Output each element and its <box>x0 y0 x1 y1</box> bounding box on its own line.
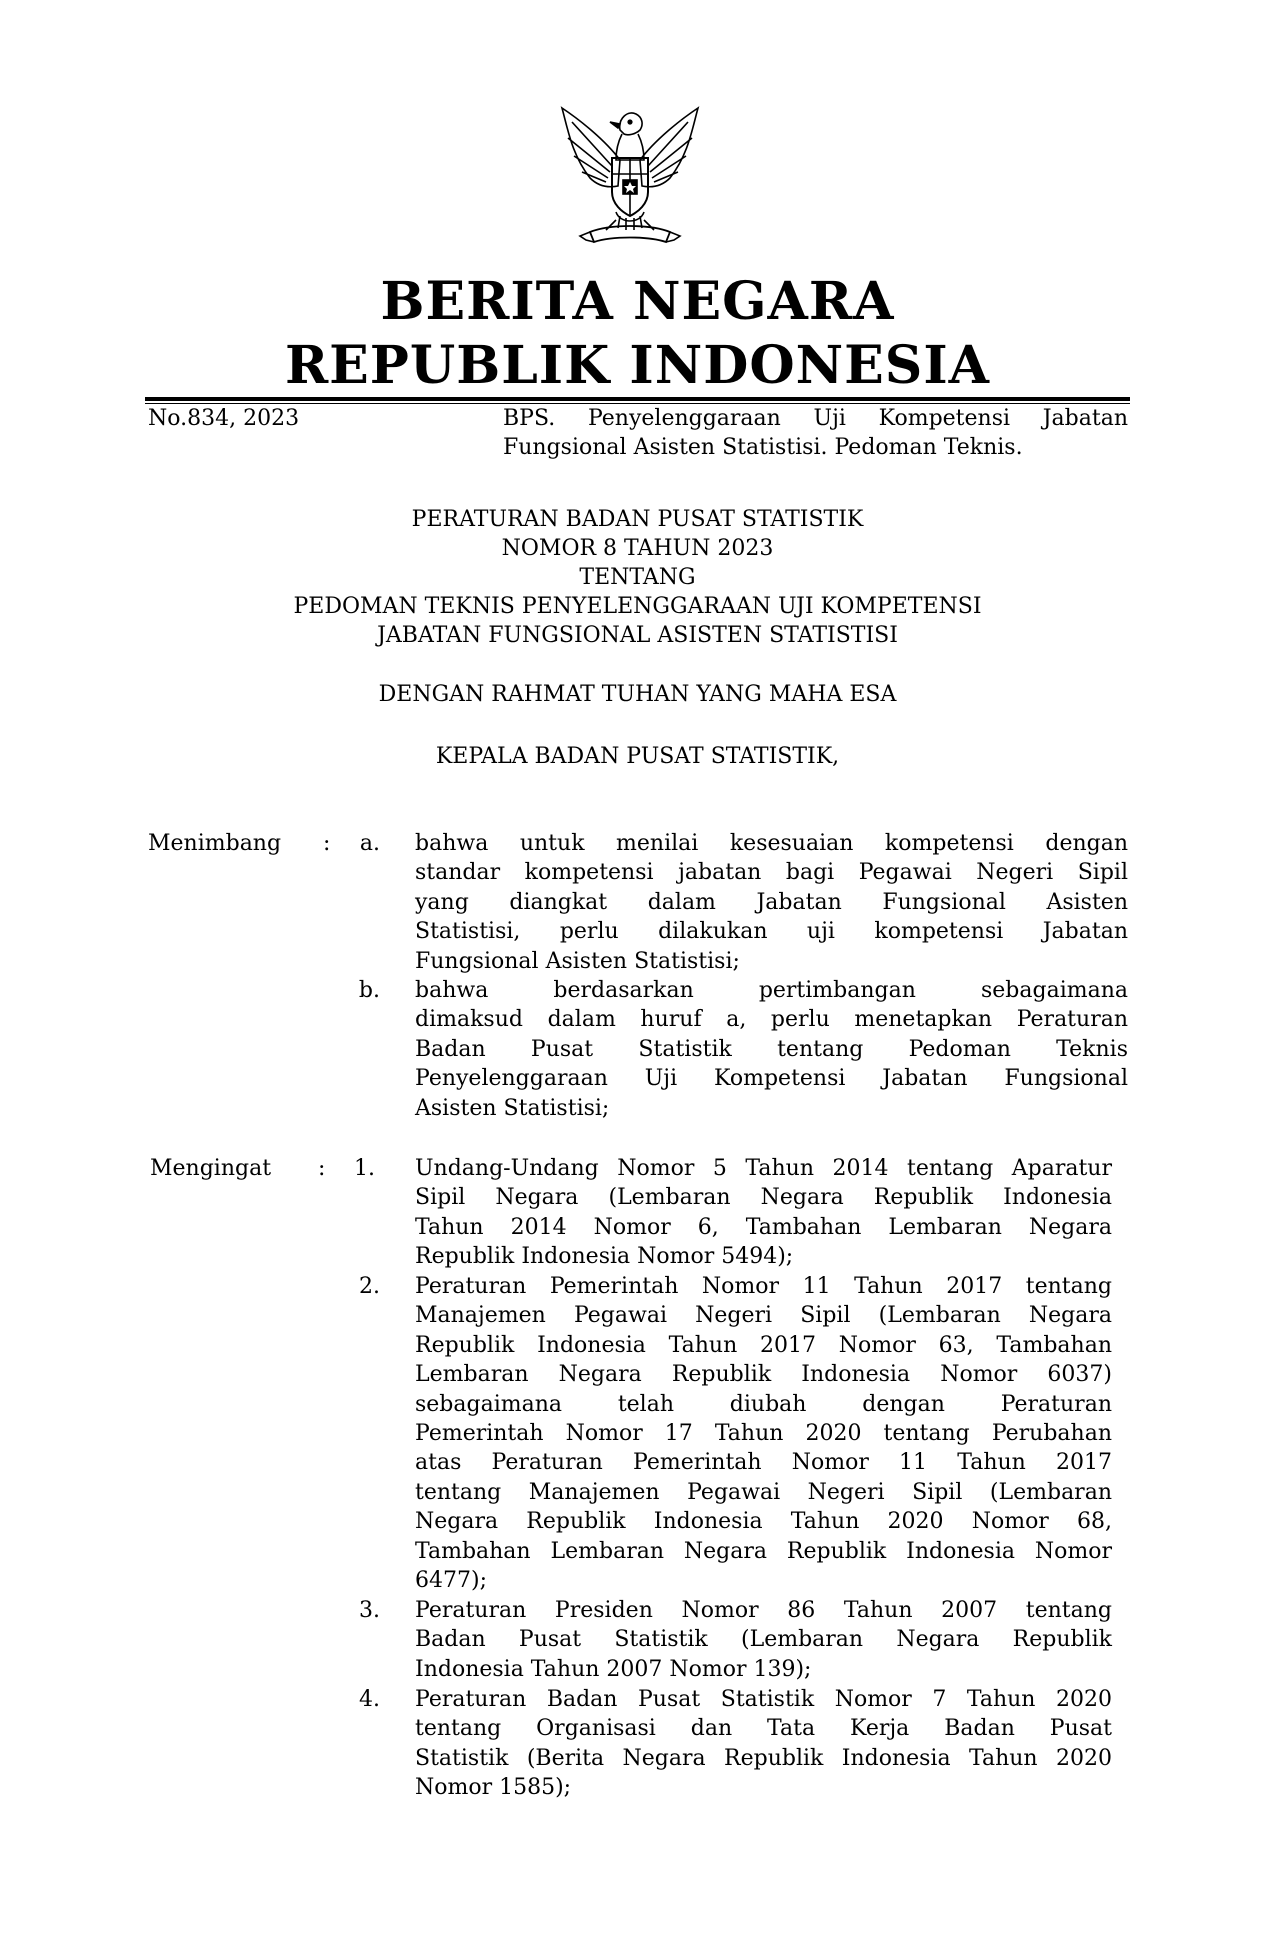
item-line: Republik Indonesia Tahun 2017 Nomor 63, Tambahan <box>415 1332 1112 1358</box>
mengingat-item-marker: 2. <box>359 1274 380 1299</box>
garuda-emblem <box>550 100 710 250</box>
gazette-number: No.834, 2023 <box>148 406 300 431</box>
regulation-tentang-line: TENTANG <box>579 565 696 590</box>
item-line: Penyelenggaraan Uji Kompetensi Jabatan Fungsional <box>415 1066 1128 1092</box>
item-line: tentang Organisasi dan Tata Kerja Badan Pusat <box>415 1716 1112 1742</box>
item-line: Negara Republik Indonesia Tahun 2020 Nomor 68, <box>415 1509 1112 1535</box>
item-line: Badan Pusat Statistik (Lembaran Negara Republik <box>415 1627 1112 1653</box>
regulation-subject-line: PEDOMAN TEKNIS PENYELENGGARAAN UJI KOMPETENSI <box>293 594 982 619</box>
mengingat-item <box>415 1685 1112 1803</box>
item-line: Pemerintah Nomor 17 Tahun 2020 tentang Perubahan <box>415 1421 1112 1447</box>
item-line: Tahun 2014 Nomor 6, Tambahan Lembaran Negara <box>415 1214 1112 1240</box>
item-line: Statistik (Berita Negara Republik Indonesia Tahun 2020 <box>415 1745 1112 1771</box>
item-line: Undang-Undang Nomor 5 Tahun 2014 tentang Aparatur <box>415 1156 1112 1181</box>
item-line: yang diangkat dalam Jabatan Fungsional Asisten <box>415 889 1128 915</box>
item-line: Sipil Negara (Lembaran Negara Republik Indonesia <box>415 1185 1112 1211</box>
mengingat-item <box>415 1596 1112 1684</box>
item-line: Statistisi, perlu dilakukan uji kompetensi Jabatan <box>415 919 1128 945</box>
item-line: Indonesia Tahun 2007 Nomor 139); <box>415 1656 812 1682</box>
item-line: bahwa untuk menilai kesesuaian kompetensi dengan <box>415 831 1128 856</box>
item-line: Peraturan Badan Pusat Statistik Nomor 7 Tahun 2020 <box>415 1687 1112 1712</box>
item-line: atas Peraturan Pemerintah Nomor 11 Tahun 2017 <box>415 1450 1112 1476</box>
item-line: Fungsional Asisten Statistisi; <box>415 948 740 974</box>
menimbang-colon: : <box>323 831 331 856</box>
item-line: standar kompetensi jabatan bagi Pegawai Negeri Sipil <box>415 860 1128 886</box>
menimbang-item-marker: a. <box>359 831 380 856</box>
item-line: tentang Manajemen Pegawai Negeri Sipil (Lembaran <box>415 1479 1112 1505</box>
item-line: 6477); <box>415 1568 487 1594</box>
item-line: Republik Indonesia Nomor 5494); <box>415 1244 794 1270</box>
item-line: dimaksud dalam huruf a, perlu menetapkan Peraturan <box>415 1007 1128 1033</box>
item-line: Manajemen Pegawai Negeri Sipil (Lembaran Negara <box>415 1303 1112 1329</box>
item-line: Nomor 1585); <box>415 1775 572 1801</box>
mengingat-item-marker: 1. <box>354 1156 375 1181</box>
menimbang-label: Menimbang <box>148 831 282 856</box>
mengingat-item-marker: 3. <box>359 1598 380 1623</box>
masthead-rule-thick <box>145 397 1130 401</box>
item-line: Peraturan Pemerintah Nomor 11 Tahun 2017 tentang <box>415 1274 1112 1299</box>
menimbang-item <box>415 829 1128 976</box>
gazette-description-line: BPS. Penyelenggaraan Uji Kompetensi Jabatan <box>503 406 1128 431</box>
menimbang-item <box>415 976 1128 1123</box>
masthead-title-line2: REPUBLIK INDONESIA <box>284 335 991 396</box>
gazette-description <box>503 404 1128 462</box>
invocation: DENGAN RAHMAT TUHAN YANG MAHA ESA <box>378 682 897 707</box>
item-line: Tambahan Lembaran Negara Republik Indonesia Nomor <box>415 1538 1112 1564</box>
regulation-title-line: PERATURAN BADAN PUSAT STATISTIK <box>411 507 864 532</box>
mengingat-item-marker: 4. <box>359 1687 380 1712</box>
item-line: Asisten Statistisi; <box>415 1095 610 1121</box>
masthead-title-line1: BERITA NEGARA <box>380 271 895 332</box>
regulation-subject-line: JABATAN FUNGSIONAL ASISTEN STATISTISI <box>377 623 898 648</box>
regulation-title-block <box>0 505 1275 650</box>
item-line: sebagaimana telah diubah dengan Peraturan <box>415 1391 1112 1417</box>
item-line: Badan Pusat Statistik tentang Pedoman Teknis <box>415 1036 1128 1062</box>
mengingat-item <box>415 1154 1112 1272</box>
gazette-description-line: Fungsional Asisten Statistisi. Pedoman Teknis. <box>503 435 1023 460</box>
menimbang-item-marker: b. <box>358 978 380 1003</box>
item-line: Peraturan Presiden Nomor 86 Tahun 2007 tentang <box>415 1598 1112 1623</box>
item-line: bahwa berdasarkan pertimbangan sebagaimana <box>415 978 1128 1003</box>
mengingat-item <box>415 1272 1112 1595</box>
mengingat-colon: : <box>318 1156 326 1181</box>
item-line: Lembaran Negara Republik Indonesia Nomor 6037) <box>415 1362 1112 1388</box>
mengingat-label: Mengingat <box>150 1156 272 1181</box>
issuer-heading: KEPALA BADAN PUSAT STATISTIK, <box>435 744 840 769</box>
regulation-number-line: NOMOR 8 TAHUN 2023 <box>501 536 774 561</box>
